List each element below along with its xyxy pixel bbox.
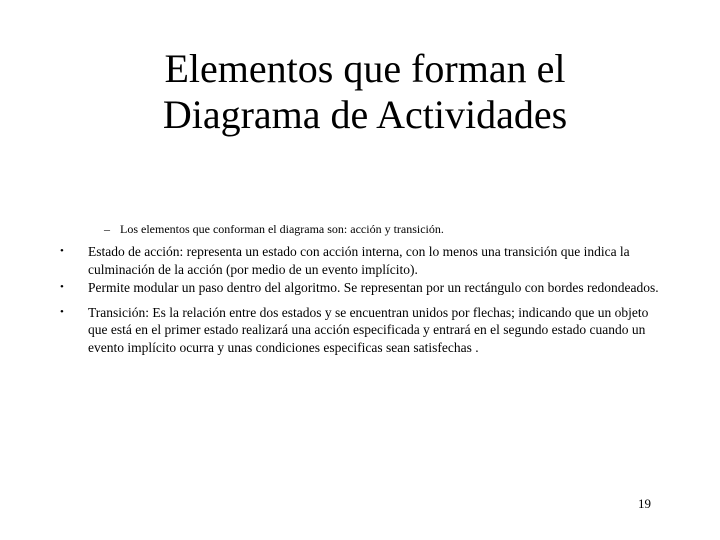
- bullet-marker: •: [60, 281, 64, 293]
- slide-title: [100, 46, 630, 138]
- bullet-item: [60, 304, 660, 357]
- page-number: 19: [638, 496, 651, 511]
- bullet-item: [60, 279, 660, 297]
- slide-title-line-2: Diagrama de Actividades: [162, 92, 568, 137]
- dash-marker: –: [104, 222, 110, 236]
- bullet-text: Permite modular un paso dentro del algoritmo. Se representan por un rectángulo con bordes redondeados.: [88, 280, 659, 295]
- bullet-text: Transición: Es la relación entre dos estados y se encuentran unidos por flechas; indicando que un objeto que está en el primer estado realizará una acción especificada y entrará en el segundo estado cuando un evento implícito ocurra y unas condiciones especificas sean satisfechas .: [88, 304, 649, 355]
- bullet-marker: •: [60, 245, 64, 257]
- bullet-marker: •: [60, 305, 64, 318]
- subpoint-text: Los elementos que conforman el diagrama son: acción y transición.: [120, 222, 444, 236]
- bullet-item: [60, 243, 660, 278]
- slide-title-line-1: Elementos que forman el: [164, 46, 566, 91]
- bullet-list: [60, 243, 660, 356]
- bullet-text: Estado de acción: representa un estado con acción interna, con lo menos una transición que indica la culminación de la acción (por medio de un evento implícito).: [88, 244, 630, 277]
